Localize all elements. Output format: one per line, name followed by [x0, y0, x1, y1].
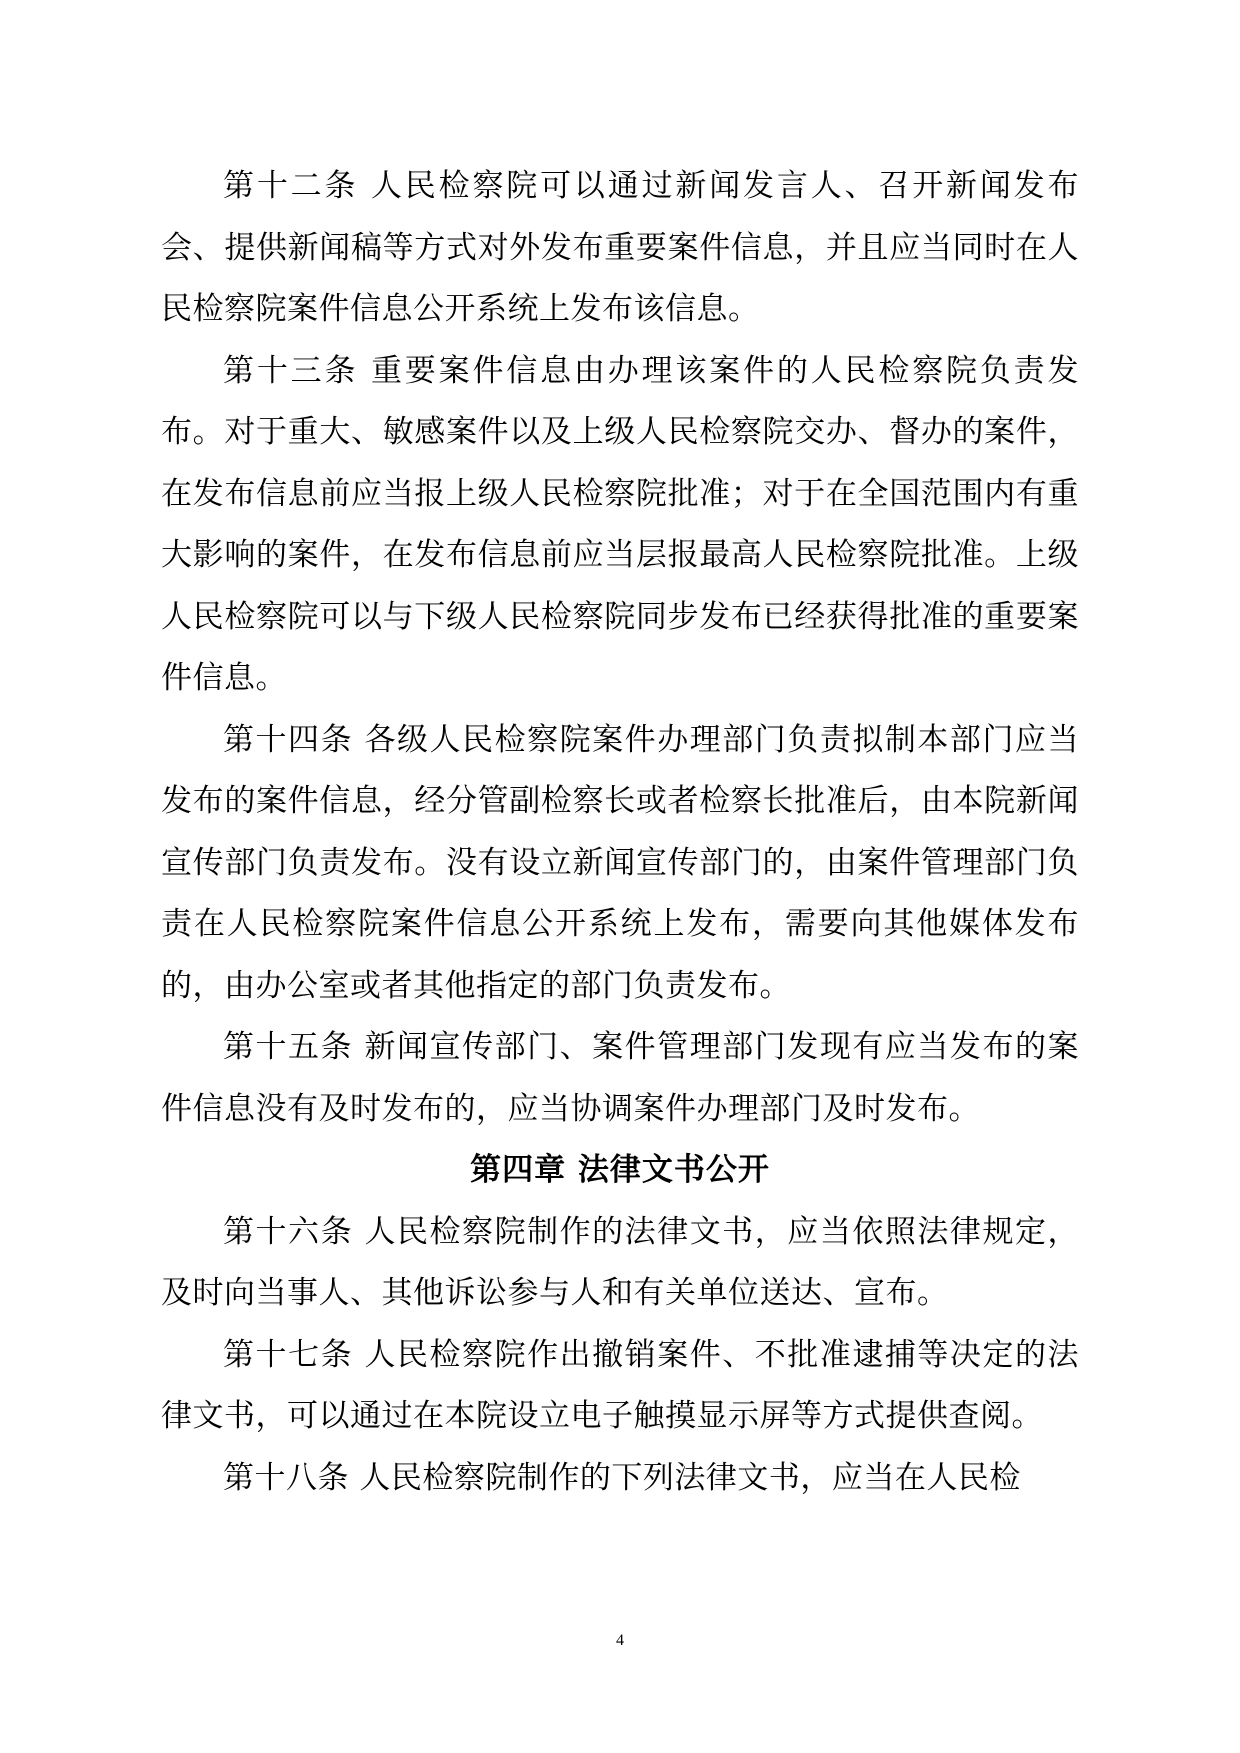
- article-16: 第十六条 人民检察院制作的法律文书，应当依照法律规定，及时向当事人、其他诉讼参与人和有关单位送达、宣布。: [161, 1213, 1079, 1311]
- article-15: 第十五条 新闻宣传部门、案件管理部门发现有应当发布的案件信息没有及时发布的，应当协调案件办理部门及时发布。: [161, 1029, 1079, 1127]
- article-14: 第十四条 各级人民检察院案件办理部门负责拟制本部门应当发布的案件信息，经分管副检察长或者检察长批准后，由本院新闻宣传部门负责发布。没有设立新闻宣传部门的，由案件管理部门负责在人民检察院案件信息公开系统上发布，需要向其他媒体发布的，由办公室或者其他指定的部门负责发布。: [161, 721, 1079, 1004]
- chapter-heading: 第四章 法律文书公开: [470, 1152, 770, 1188]
- page-number: 4: [616, 1632, 624, 1649]
- article-18: 第十八条 人民检察院制作的下列法律文书，应当在人民检: [223, 1459, 1021, 1496]
- document-body: [161, 156, 1079, 1509]
- article-12: 第十二条 人民检察院可以通过新闻发言人、召开新闻发布会、提供新闻稿等方式对外发布重要案件信息，并且应当同时在人民检察院案件信息公开系统上发布该信息。: [161, 168, 1079, 327]
- article-17: 第十七条 人民检察院作出撤销案件、不批准逮捕等决定的法律文书，可以通过在本院设立电子触摸显示屏等方式提供查阅。: [161, 1336, 1079, 1434]
- article-13: 第十三条 重要案件信息由办理该案件的人民检察院负责发布。对于重大、敏感案件以及上级人民检察院交办、督办的案件，在发布信息前应当报上级人民检察院批准；对于在全国范围内有重大影响的案件，在发布信息前应当层报最高人民检察院批准。上级人民检察院可以与下级人民检察院同步发布已经获得批准的重要案件信息。: [161, 352, 1079, 696]
